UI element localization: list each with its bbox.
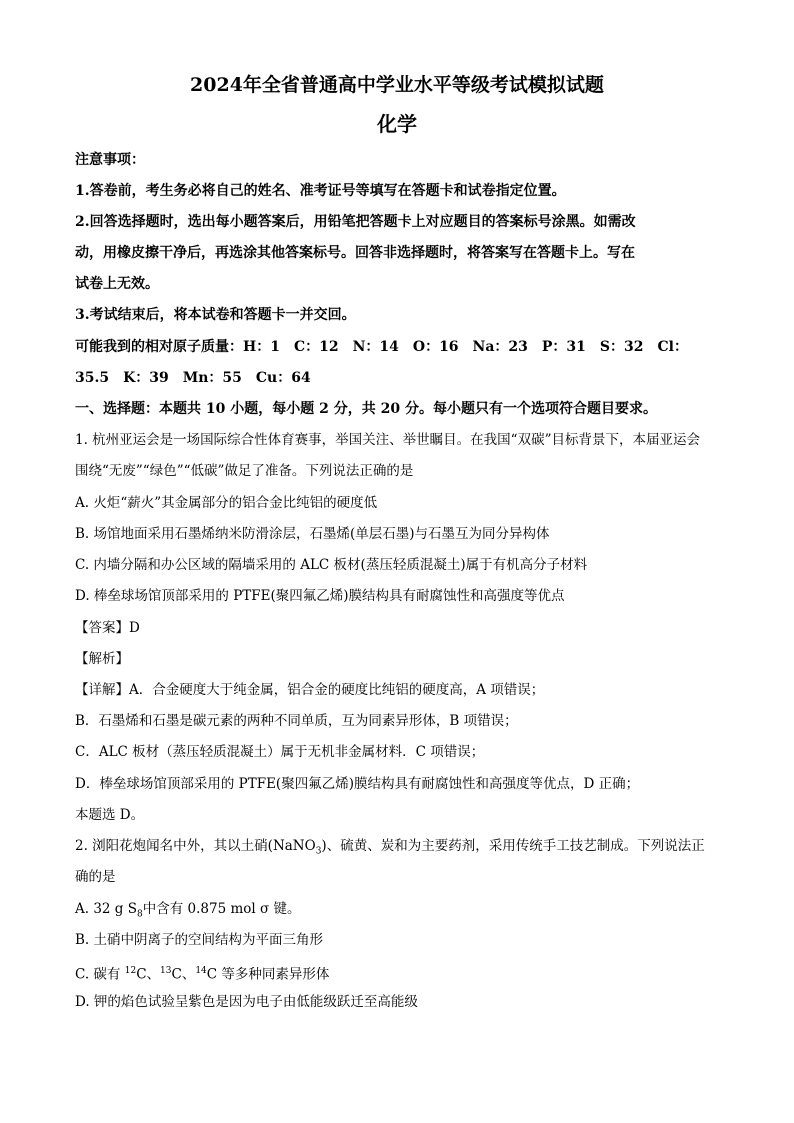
q2-stem-part-2: )、硫黄、炭和为主要药剂，采用传统手工技艺制成。下列说法正 [321,838,705,854]
q2-option-c-part-4: C 等多种同素异形体 [206,966,330,983]
answer-value: D [129,620,140,636]
q2-option-c-sup-3: 14 [195,966,207,976]
notice-item-1: 1.答卷前，考生务必将自己的姓名、准考证号等填写在答题卡和试卷指定位置。 [75,183,566,199]
q2-option-b: B. 土硝中阴离子的空间结构为平面三角形 [75,932,324,948]
q2-stem-part-1: 2. 浏阳花炮闻名中外，其以土硝(NaNO [75,838,316,854]
q1-option-b: B. 场馆地面采用石墨烯纳米防滑涂层，石墨烯(单层石墨)与石墨互为同分异构体 [75,526,550,542]
q1-option-c: C. 内墙分隔和办公区域的隔墙采用的 ALC 板材(蒸压轻质混凝土)属于有机高分子材料 [75,557,588,573]
q1-detail-a [75,681,544,699]
q1-detail-b: B．石墨烯和石墨是碳元素的两种不同单质，互为同素异形体，B 项错误； [75,713,518,729]
q1-answer [75,619,140,637]
notice-heading: 注意事项： [75,152,145,168]
q2-option-c-part-3: C、 [171,966,196,983]
q1-detail-c: C．ALC 板材（蒸压轻质混凝土）属于无机非金属材料．C 项错误； [75,744,485,760]
atomic-mass-line-1: 可能我到的相对原子质量：H：1 C：12 N：14 O：16 Na：23 P：31 S：32 Cl： [75,339,688,355]
detail-a-text: A．合金硬度大于纯金属，铝合金的硬度比纯铝的硬度高，A 项错误； [129,682,545,698]
q2-option-a [75,900,301,924]
q1-option-d: D. 棒垒球场馆顶部采用的 PTFE(聚四氟乙烯)膜结构具有耐腐蚀性和高强度等优点 [75,588,565,604]
atomic-mass-line-2: 35.5 K：39 Mn：55 Cu：64 [75,370,311,386]
q1-stem-line-1: 1. 杭州亚运会是一场国际综合性体育赛事，举国关注、举世瞩目。在我国“双碳”目标背景下，本届亚运会 [75,432,700,448]
q1-option-a: A. 火炬“薪火”其金属部分的铝合金比纯铝的硬度低 [75,495,378,511]
exam-title: 2024年全省普通高中学业水平等级考试模拟试题 [190,74,604,96]
answer-tag: 【答案】 [75,620,129,636]
q2-stem-subscript: 3 [315,846,322,857]
q2-stem-line-2: 确的是 [75,869,116,885]
q2-option-c-sup-2: 13 [160,966,172,976]
notice-item-2-line-2: 动，用橡皮擦干净后，再选涂其他答案标号。回答非选择题时，将答案写在答题卡上。写在 [75,245,635,261]
detail-tag: 【详解】 [75,682,129,698]
notice-item-3: 3.考试结束后，将本试卷和答题卡一并交回。 [75,307,356,323]
q2-option-c-part-2: C、 [136,966,161,983]
q2-option-d: D. 钾的焰色试验呈紫色是因为电子由低能级跃迁至高能级 [75,994,418,1010]
section-1-heading: 一、选择题：本题共 10 小题，每小题 2 分，共 20 分。每小题只有一个选项符合题目要求。 [75,401,657,417]
q1-detail-d: D．棒垒球场馆顶部采用的 PTFE(聚四氟乙烯)膜结构具有耐腐蚀性和高强度等优点，D 正确； [75,776,640,792]
q2-option-c [75,962,329,984]
q2-option-a-part-1: A. 32 g S [75,901,137,917]
q2-option-c-part-1: C. 碳有 [75,966,125,983]
subject-title: 化学 [377,112,417,136]
q1-conclusion: 本题选 D。 [75,807,145,823]
q2-option-a-subscript: 8 [136,909,143,920]
q2-option-a-part-2: 中含有 0.875 mol σ 键。 [142,901,301,917]
q2-stem-line-1 [75,837,705,861]
notice-item-2-line-3: 试卷上无效。 [75,276,159,292]
q1-analysis-tag: 【解析】 [75,651,129,667]
q2-option-c-sup-1: 12 [124,966,137,976]
q1-stem-line-2: 围绕“无废”“绿色”“低碳”做足了准备。下列说法正确的是 [75,463,414,479]
notice-item-2-line-1: 2.回答选择题时，选出每小题答案后，用铅笔把答题卡上对应题目的答案标号涂黑。如需改 [75,214,636,230]
